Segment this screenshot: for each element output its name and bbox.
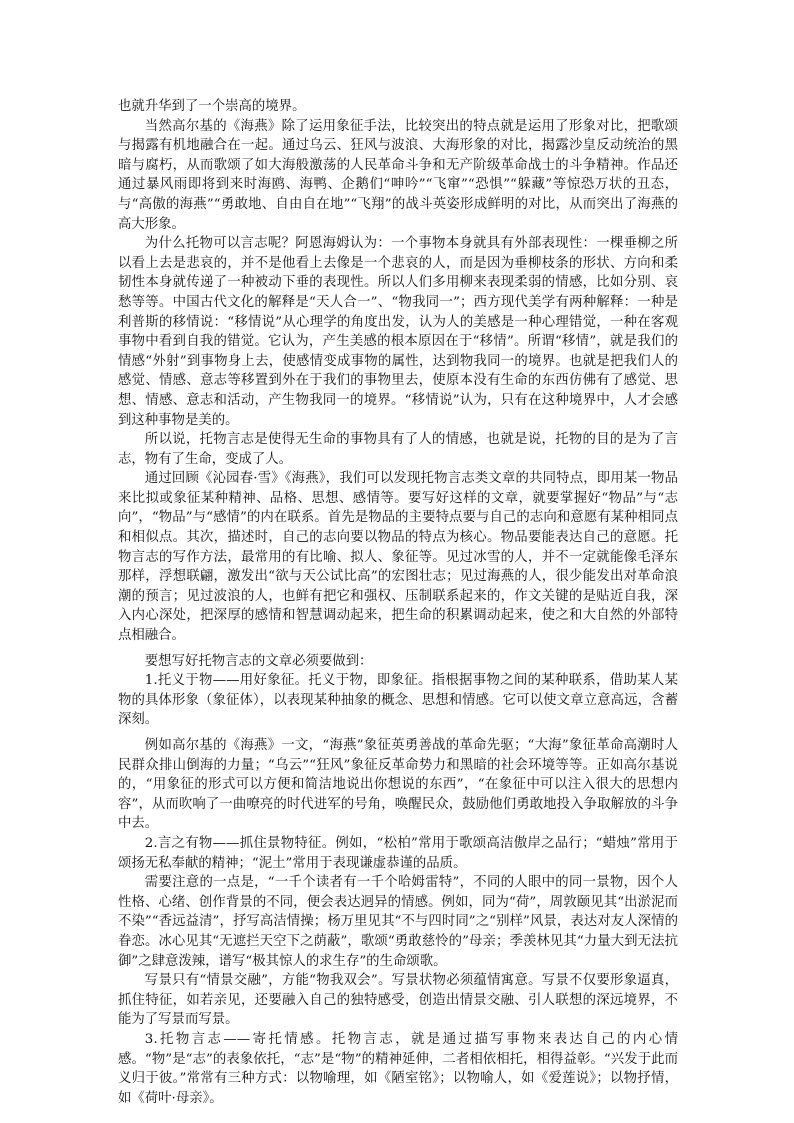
paragraph-point-3: 3.托物言志——寄托情感。托物言志，就是通过描写事物来表达自己的内心情感。“物”是“志”的表象依托，“志”是“物”的精神延伸，二者相依相托，相得益彰。“兴发于此而义归于彼。”常常有三种方式：以物喻理，如《陋室铭》；以物喻人，如《爱莲说》；以物抒情，如《荷叶·母亲》。 [118,1031,678,1106]
paragraph-common-features: 通过回顾《沁园春·雪》《海燕》，我们可以发现托物言志类文章的共同特点，即用某一物品来比拟或象征某种精神、品格、思想、感情等。要写好这样的文章，就要掌握好“物品”与“志向”，“物品”与“感情”的内在联系。首先是物品的主要特点要与自己的志向和意愿有某种相同点和相似点。其次，描述时，自己的志向要以物品的特点为核心。物品要能表达自己的意愿。托物言志的写作方法，最常用的有比喻、拟人、象征等。见过冰雪的人，并不一定就能像毛泽东那样，浮想联翩，激发出“欲与天公试比高”的宏图壮志；见过海燕的人，很少能发出对革命浪潮的预言；见过波浪的人，也鲜有把它和强权、压制联系起来的，作文关键的是贴近自我，深入内心深处，把深厚的感情和智慧调动起来，把生命的积累调动起来，使之和大自然的外部特点相融合。 [118,471,678,644]
paragraph-empathy-theory: 为什么托物可以言志呢？阿恩海姆认为：一个事物本身就具有外部表现性：一棵垂柳之所以看上去是悲哀的，并不是他看上去像是一个悲哀的人，而是因为垂柳枝条的形状、方向和柔韧性本身就传递了一种被动下垂的表现性。所以人们多用柳来表现柔弱的情感，比如分别、哀愁等等。中国古代文化的解释是“天人合一”、“物我同一”；西方现代美学有两种解释：一种是利普斯的移情说：“移情说”从心理学的角度出发，认为人的美感是一种心理错觉，一种在客观事物中看到自我的错觉。它认为，产生美感的根本原因在于“移情”。所谓“移情”，就是我们的情感“外射”到事物身上去，使感情变成事物的属性，达到物我同一的境界。也就是把我们人的感觉、情感、意志等移置到外在于我们的事物里去，使原本没有生命的东西仿佛有了感觉、思想、情感、意志和活动，产生物我同一的境界。“移情说”认为，只有在这种境界中，人才会感到这种事物是美的。 [118,236,678,428]
paragraph-contrast: 当然高尔基的《海燕》除了运用象征手法，比较突出的特点就是运用了形象对比，把歌颂与揭露有机地融合在一起。通过乌云、狂风与波浪、大海形象的对比，揭露沙皇反动统治的黑暗与腐朽，从而歌颂了如大海般激荡的人民革命斗争和无产阶级革命战士的斗争精神。作品还通过暴风雨即将到来时海鸥、海鸭、企鹅们“呻吟”“飞窜”“恐惧”“躲藏”等惊恐万状的丑态，与“高傲的海燕”“勇敢地、自由自在地”“飞翔”的战斗英姿形成鲜明的对比，从而突出了海燕的高大形象。 [118,118,678,232]
paragraph-point-2-scene: 写景只有“情景交融”，方能“物我双会”。写景状物必须蕴情寓意。写景不仅要形象逼真，抓住特征，如若亲见，还要融入自己的独特感受，创造出情景交融、引人联想的深远境界，不能为了写景而写景。 [118,973,678,1028]
paragraph-point-2: 2.言之有物——抓住景物特征。例如，“松柏”常用于歌颂高洁傲岸之品行；“蜡烛”常用于颂扬无私奉献的精神；“泥土”常用于表现谦虚恭谨的品质。 [118,835,678,871]
paragraph-point-1-example: 例如高尔基的《海燕》一文，“海燕”象征英勇善战的革命先驱；“大海”象征革命高潮时人民群众排山倒海的力量；“乌云”“狂风”象征反革命势力和黑暗的社会环境等等。正如高尔基说的，“用象征的形式可以方便和简洁地说出你想说的东西”，“在象征中可以注入很大的思想内容”，从而吹响了一曲嘹亮的时代进军的号角，唤醒民众，鼓励他们勇敢地投入争取解放的斗争中去。 [118,738,678,832]
paragraph-purpose: 所以说，托物言志是使得无生命的事物具有了人的情感，也就是说，托物的目的是为了言志，物有了生命，变成了人。 [118,432,678,467]
paragraph-point-2-note: 需要注意的一点是，“一千个读者有一千个哈姆雷特”，不同的人眼中的同一景物，因个人性格、心绪、创作背景的不同，便会表达迥异的情感。例如，同为“荷”，周敦颐见其“出淤泥而不染”“香远益清”，抒写高洁情操；杨万里见其“不与四时同”之“别样”风景，表达对友人深情的眷恋。冰心见其“无遮拦天空下之荫蔽”，歌颂“勇敢慈怜的”母亲；季羡林见其“力量大到无法抗御”之肆意泼辣，谱写“极其惊人的求生存”的生命颂歌。 [118,875,678,969]
paragraph-point-1: 1.托义于物——用好象征。托义于物，即象征。指根据事物之间的某种联系，借助某人某物的具体形象（象征体），以表现某种抽象的概念、思想和情感。它可以使文章立意高远，含蓄深刻。 [118,673,678,728]
document-page [118,97,678,1108]
paragraph-continuation: 也就升华到了一个崇高的境界。 [118,99,306,114]
paragraph-requirements-intro: 要想写好托物言志的文章必须要做到： [144,653,373,669]
